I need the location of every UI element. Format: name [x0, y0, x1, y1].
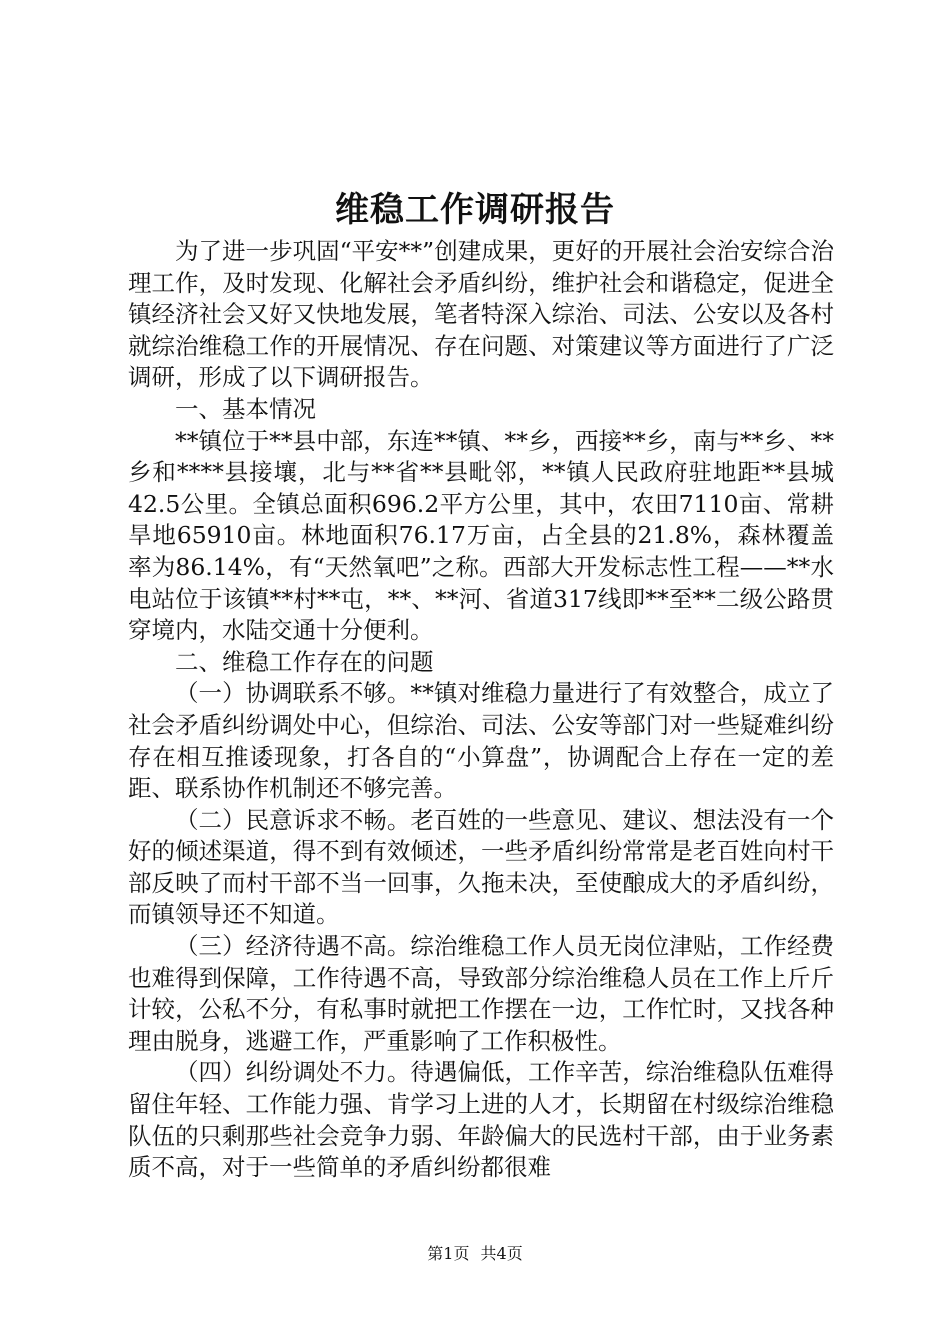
section-heading-problems: 二、维稳工作存在的问题 — [175, 647, 434, 676]
page-number-total: 共4页 — [480, 1244, 523, 1263]
problem-paragraph-4: （四）纠纷调处不力。待遇偏低，工作辛苦，综治维稳队伍难得留住年轻、工作能力强、肯学习上进的人才，长期留在村级综治维稳队伍的只剩那些社会竞争力弱、年龄偏大的民选村干部，由于业务素质不高，对于一些简单的矛盾纠纷都很难 — [128, 1058, 834, 1182]
section-heading-basic-situation: 一、基本情况 — [175, 394, 316, 423]
document-title: 维稳工作调研报告 — [335, 190, 615, 230]
problem-paragraph-1: （一）协调联系不够。**镇对维稳力量进行了有效整合，成立了社会矛盾纠纷调处中心，但综治、司法、公安等部门对一些疑难纠纷存在相互推诿现象，打各自的“小算盘”，协调配合上存在一定的差距、联系协作机制还不够完善。 — [128, 679, 834, 803]
intro-paragraph: 为了进一步巩固“平安**”创建成果，更好的开展社会治安综合治理工作，及时发现、化解社会矛盾纠纷，维护社会和谐稳定，促进全镇经济社会又好又快地发展，笔者特深入综治、司法、公安以及各村就综治维稳工作的开展情况、存在问题、对策建议等方面进行了广泛调研，形成了以下调研报告。 — [128, 237, 834, 392]
document-body — [128, 236, 834, 1184]
page-footer — [0, 1243, 950, 1265]
page-number-current: 第1页 — [427, 1244, 470, 1263]
problem-paragraph-3: （三）经济待遇不高。综治维稳工作人员无岗位津贴，工作经费也难得到保障，工作待遇不高，导致部分综治维稳人员在工作上斤斤计较，公私不分，有私事时就把工作摆在一边，工作忙时，又找各种理由脱身，逃避工作，严重影响了工作积极性。 — [128, 932, 834, 1055]
basic-situation-paragraph: **镇位于**县中部，东连**镇、**乡，西接**乡，南与**乡、**乡和****县接壤，北与**省**县毗邻，**镇人民政府驻地距**县城42.5公里。全镇总面积696.2平方公里，其中，农田7110亩、常耕旱地65910亩。林地面积76.17万亩，占全县的21.8%，森林覆盖率为86.14%，有“天然氧吧”之称。西部大开发标志性工程——**水电站位于该镇**村**屯，**、**河、省道317线即**至**二级公路贯穿境内，水陆交通十分便利。 — [128, 426, 834, 645]
problem-paragraph-2: （二）民意诉求不畅。老百姓的一些意见、建议、想法没有一个好的倾述渠道，得不到有效倾述，一些矛盾纠纷常常是老百姓向村干部反映了而村干部不当一回事，久拖未决，至使酿成大的矛盾纠纷，而镇领导还不知道。 — [128, 805, 834, 929]
